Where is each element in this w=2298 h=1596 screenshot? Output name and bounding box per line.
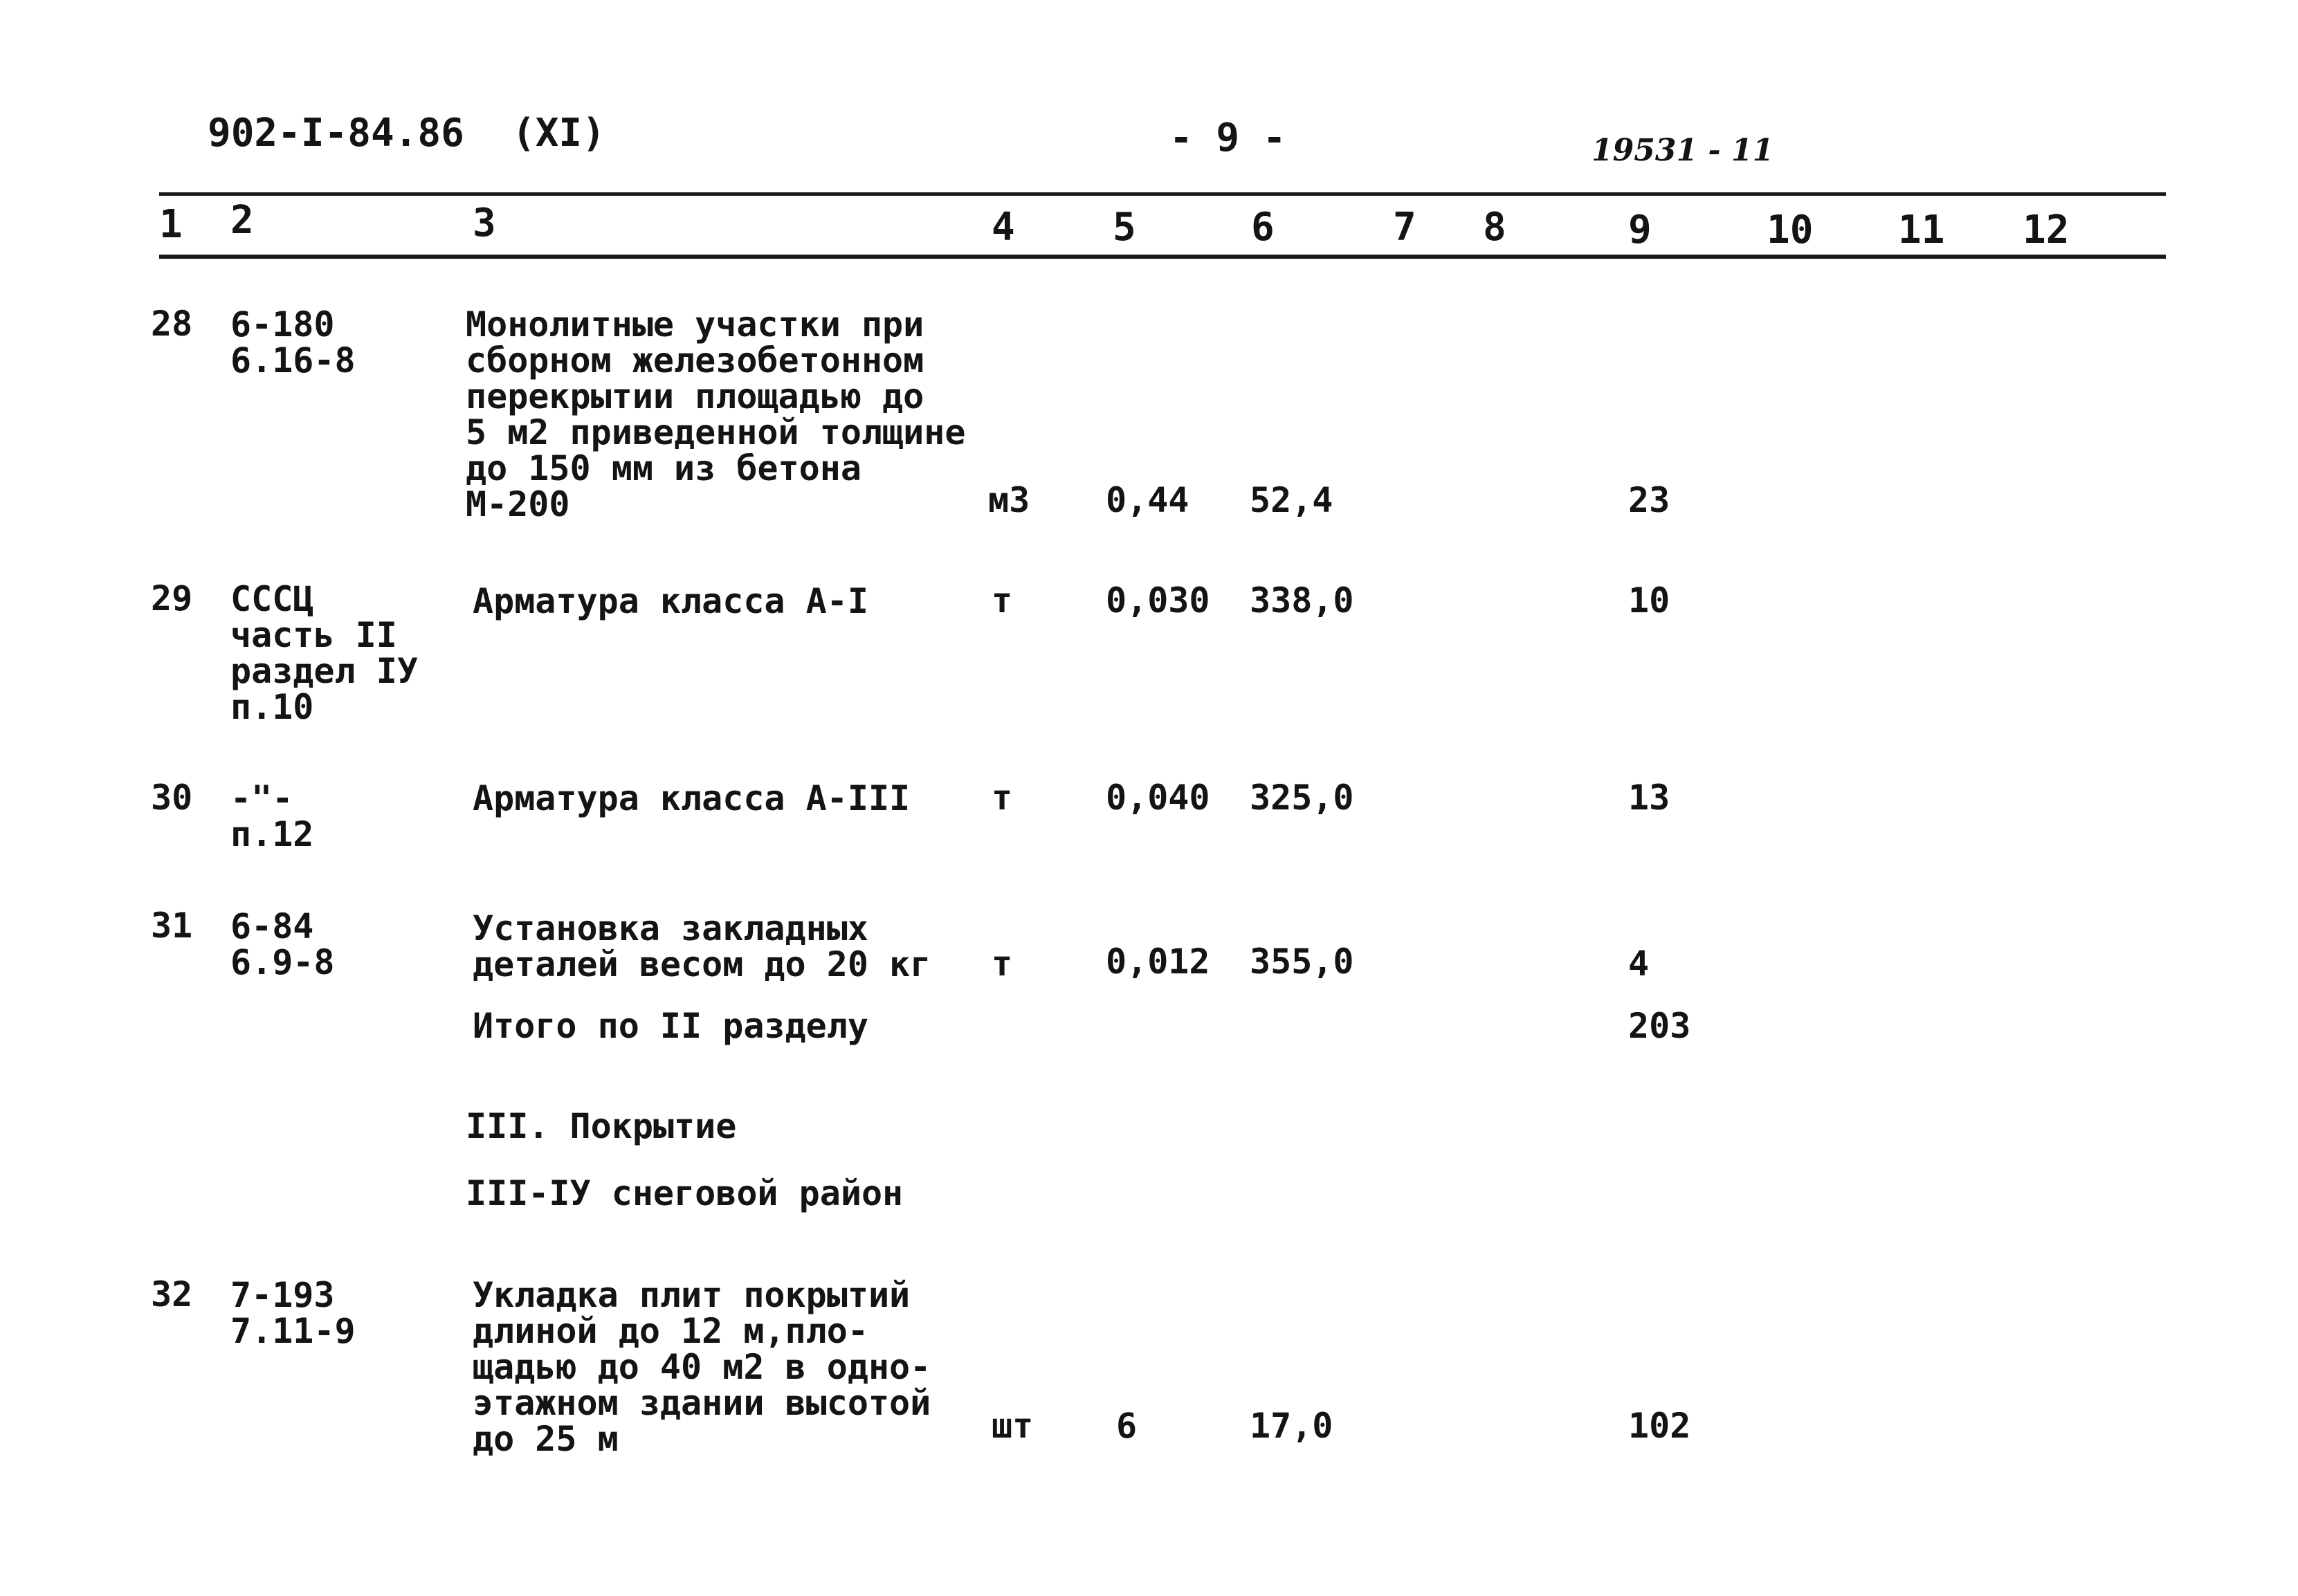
row-number: 32 — [151, 1274, 193, 1314]
section-roman: (XI) — [512, 111, 605, 156]
row-total: 13 — [1628, 778, 1670, 818]
row-price: 325,0 — [1250, 778, 1354, 818]
column-header-9: 9 — [1628, 208, 1652, 253]
column-header-1: 1 — [159, 202, 183, 247]
row-price: 17,0 — [1250, 1406, 1333, 1446]
row-quantity: 0,012 — [1106, 942, 1210, 982]
column-header-7: 7 — [1393, 205, 1416, 250]
row-unit: т — [992, 580, 1013, 621]
column-header-2: 2 — [230, 198, 254, 243]
row-description: Установка закладных деталей весом до 20 кг — [473, 908, 931, 984]
subtotal-label: Итого по II разделу — [473, 1006, 868, 1046]
row-number: 28 — [151, 304, 193, 344]
row-description: Арматура класса А-III — [473, 778, 911, 818]
column-header-8: 8 — [1483, 205, 1506, 250]
row-total: 10 — [1628, 580, 1670, 621]
row-number: 29 — [151, 578, 193, 618]
column-header-5: 5 — [1113, 205, 1136, 250]
row-total: 23 — [1628, 480, 1670, 520]
section-subtitle: III-IУ снеговой район — [466, 1173, 904, 1213]
column-header-11: 11 — [1898, 208, 1945, 253]
row-unit: т — [992, 778, 1013, 818]
header-bottom-rule — [159, 255, 2166, 259]
row-description: Монолитные участки при сборном железобетонном перекрытии площадью до 5 м2 приведенной толщине до 150 мм из бетона М-200 — [466, 304, 966, 524]
column-header-12: 12 — [2023, 208, 2070, 253]
row-quantity: 6 — [1116, 1406, 1138, 1446]
row-quantity: 0,030 — [1106, 580, 1210, 621]
row-reference: 7-193 7.11-9 — [230, 1275, 356, 1351]
row-total: 4 — [1628, 944, 1650, 984]
row-description: Арматура класса А-I — [473, 581, 868, 621]
row-description: Укладка плит покрытий длиной до 12 м,пло- щадью до 40 м2 в одно- этажном здании высотой до 25 м — [473, 1275, 931, 1459]
row-price: 355,0 — [1250, 942, 1354, 982]
column-header-4: 4 — [992, 205, 1015, 250]
row-unit: м3 — [988, 480, 1030, 520]
row-price: 52,4 — [1250, 480, 1333, 520]
page-number: - 9 - — [1169, 116, 1286, 160]
row-unit: шт — [992, 1406, 1034, 1446]
row-reference: СССЦ часть II раздел IУ п.10 — [230, 579, 418, 727]
archive-number: 19531 - 11 — [1592, 133, 1774, 168]
subtotal-total: 203 — [1628, 1006, 1691, 1046]
document-code: 902-I-84.86 — [208, 111, 464, 156]
row-price: 338,0 — [1250, 580, 1354, 621]
section-title: III. Покрытие — [466, 1106, 737, 1146]
column-header-3: 3 — [473, 201, 496, 246]
row-reference: 6-180 6.16-8 — [230, 304, 356, 380]
row-quantity: 0,040 — [1106, 778, 1210, 818]
column-header-10: 10 — [1767, 208, 1814, 253]
row-reference: -"- п.12 — [230, 778, 314, 854]
row-total: 102 — [1628, 1406, 1691, 1446]
row-number: 31 — [151, 906, 193, 946]
row-reference: 6-84 6.9-8 — [230, 906, 335, 982]
row-quantity: 0,44 — [1106, 480, 1189, 520]
header-top-rule — [159, 192, 2166, 196]
row-unit: т — [992, 944, 1013, 984]
row-number: 30 — [151, 778, 193, 818]
column-header-6: 6 — [1251, 205, 1275, 250]
